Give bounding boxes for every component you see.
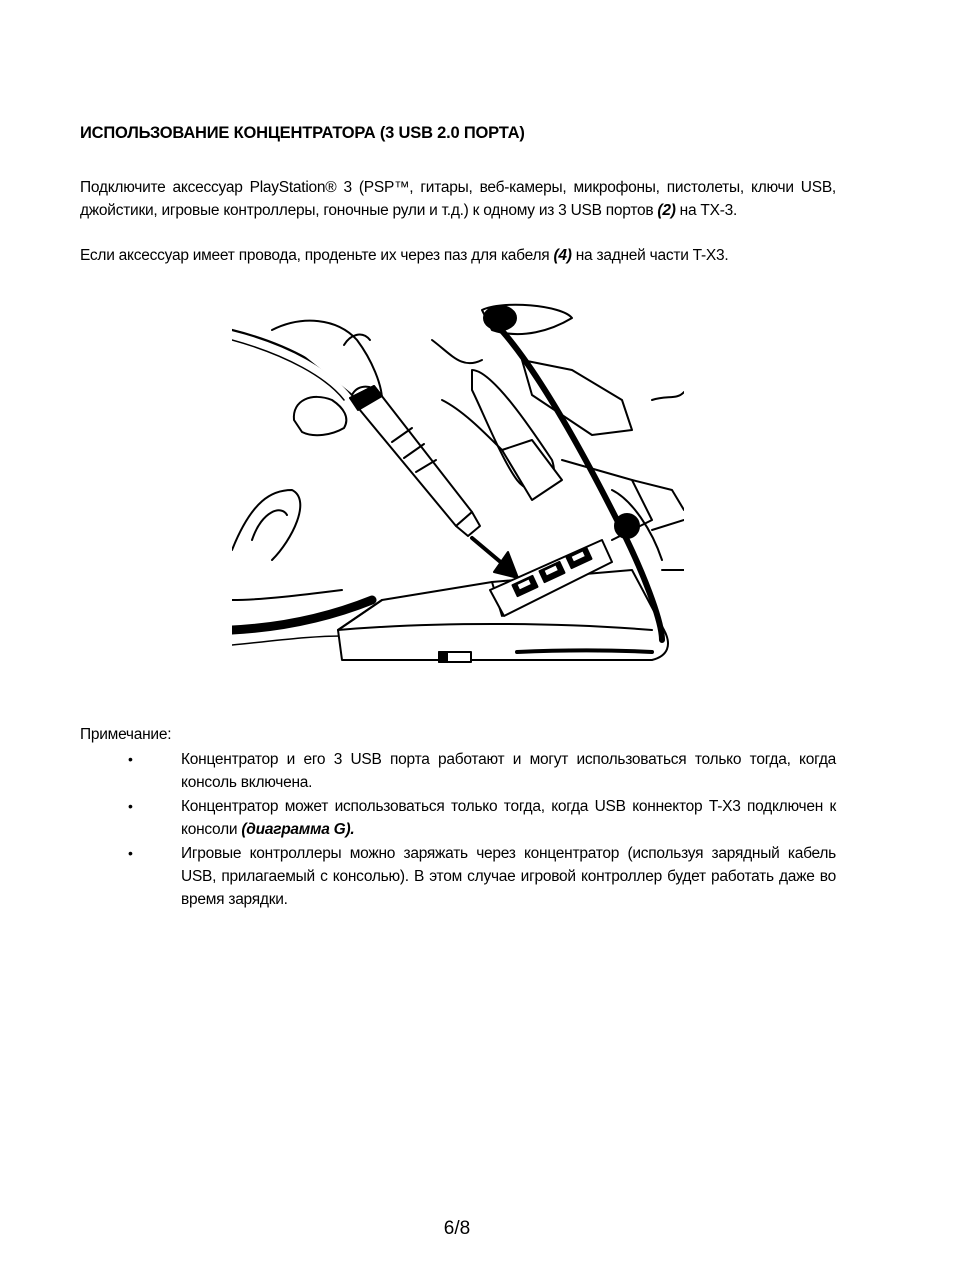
paragraph-text: на TX-3.: [675, 202, 738, 219]
paragraph-text: Если аксессуар имеет провода, проденьте их через паз для кабеля: [80, 247, 554, 264]
diagram-reference: (диаграмма G).: [241, 821, 355, 838]
note-text: Игровые контроллеры можно заряжать через концентратор (используя зарядный кабель USB, прилагаемый с консолью). В этом случае игровой контроллер будет работать даже во время зарядки.: [181, 845, 836, 908]
paragraph-text: на задней части T-X3.: [571, 247, 729, 264]
paragraph-text: Подключите аксессуар PlayStation® 3 (PSP™, гитары, веб-камеры, микрофоны, пистолеты, ключи USB, джойстики, игровые контроллеры, гоночные рули и т.д.) к одному из 3 USB портов: [80, 179, 836, 219]
list-item: [126, 748, 836, 794]
list-item: [126, 842, 836, 911]
note-text: Концентратор может использоваться только тогда, когда USB коннектор T-X3 подключен к консоли: [181, 798, 836, 838]
paragraph-cable-slot: [80, 244, 836, 267]
list-item: [126, 795, 836, 841]
bullet-icon: •: [128, 798, 133, 814]
note-text: Концентратор и его 3 USB порта работают и могут использоваться только тогда, когда консоль включена.: [181, 751, 836, 791]
page-number: 6/8: [443, 1218, 471, 1239]
usb-hub-plug-icon: [232, 300, 684, 674]
reference-number: (2): [657, 202, 676, 219]
bullet-icon: •: [128, 845, 133, 861]
note-label: Примечание:: [80, 726, 172, 743]
bullet-icon: •: [128, 751, 133, 767]
paragraph-connect-accessory: [80, 176, 836, 222]
section-heading: ИСПОЛЬЗОВАНИЕ КОНЦЕНТРАТОРА (3 USB 2.0 ПОРТА): [80, 124, 525, 142]
notes-list: [126, 748, 836, 912]
reference-number: (4): [553, 247, 572, 264]
usb-hub-illustration: [232, 300, 684, 674]
